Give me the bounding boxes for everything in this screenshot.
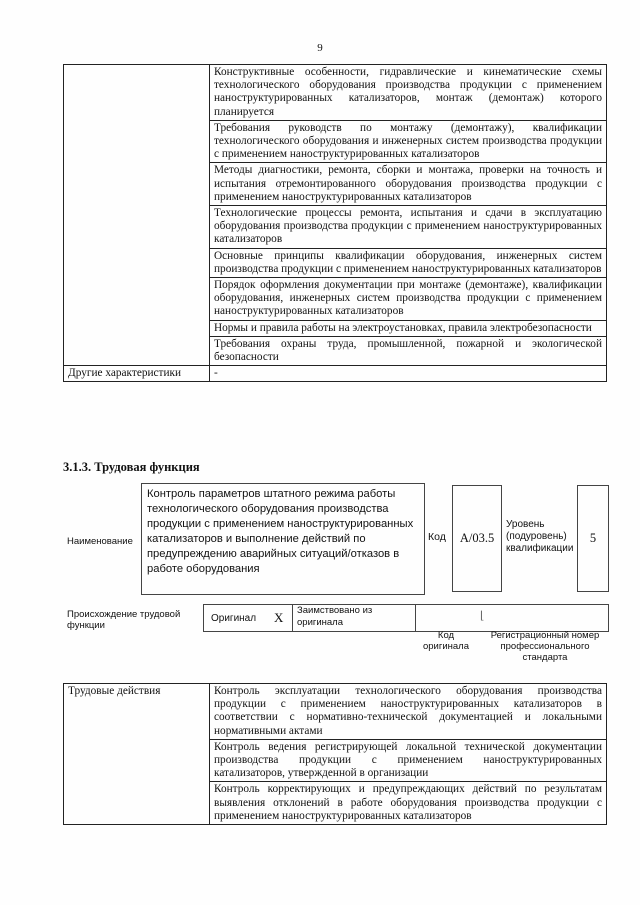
table-row: Конструктивные особенности, гидравлические и кинематические схемы технологического оборудования производства продукции с применением наноструктурированных катализаторов, монтаж (демонтаж) которого планируется [210,65,607,121]
labor-actions-label: Трудовые действия [64,684,210,825]
divider [415,605,416,631]
labor-actions-table [63,683,607,825]
table-row: Методы диагностики, ремонта, сборки и монтажа, проверки на точность и испытания отремонтированного оборудования производства продукции с применением наноструктурированных катализаторов [210,163,607,206]
table-row: Технологические процессы ремонта, испытания и сдачи в эксплуатацию оборудования производства продукции с применением наноструктурированных катализаторов [210,206,607,249]
level-label: Уровень (подуровень) квалификации [506,519,574,554]
original-mark[interactable]: X [274,610,284,625]
origin-row [203,604,609,632]
function-name-box [141,483,425,595]
code-value: A/03.5 [459,531,495,545]
table-row: Требования руководств по монтажу (демонтажу), квалификации технологического оборудования и инженерных систем производства продукции с применением наноструктурированных катализаторов [210,120,607,163]
code-box [452,485,502,592]
knowledge-table [63,64,607,382]
section-heading: 3.1.3. Трудовая функция [63,460,200,474]
table-row: Нормы и правила работы на электроустановках, правила электробезопасности [210,320,607,336]
table-row: Основные принципы квалификации оборудования, инженерных систем производства продукции с применением наноструктурированных катализаторов [210,248,607,277]
table-row: Контроль ведения регистрирующей локальной технической документации производства продукции с применением наноструктурированных катализаторов, утвержденной в организации [210,739,607,782]
name-label: Наименование [67,536,133,547]
table-row: Требования охраны труда, промышленной, пожарной и экологической безопасности [210,336,607,365]
reg-number-label: Регистрационный номер профессионального стандарта [490,630,600,663]
other-characteristics-value: - [210,366,607,382]
table-label-cell [64,65,210,366]
code-label: Код [428,531,446,543]
other-characteristics-label: Другие характеристики [64,366,210,382]
table-row: Порядок оформления документации при монтаже (демонтаже), квалификации оборудования, инженерных систем производства продукции с применением наноструктурированных катализаторов [210,278,607,321]
borrowed-label: Заимствовано из оригинала [297,605,373,628]
origin-label: Происхождение трудовой функции [67,609,181,631]
code-original-label: Код оригинала [422,630,469,652]
table-row: Контроль эксплуатации технологического оборудования производства продукции с применением наноструктурированных катализаторов в соответствии с нормативно-технической документацией и локальными нормативными актами [210,684,607,740]
table-row: Контроль корректирующих и предупреждающих действий по результатам выявления отклонений в работе оборудования производства продукции с применением наноструктурированных катализаторов [210,782,607,825]
level-box [577,485,609,592]
function-name: Контроль параметров штатного режима работы технологического оборудования производства продукции с применением наноструктурированных катализаторов и выполнение действий по предупреждению аварийных ситуаций/отказов в работе оборудования [147,488,414,575]
divider [292,605,293,631]
borrowed-mark[interactable]: ⌊ [480,610,485,622]
original-label: Оригинал [211,613,257,624]
level-value: 5 [589,531,597,545]
page-number: 9 [317,42,323,54]
